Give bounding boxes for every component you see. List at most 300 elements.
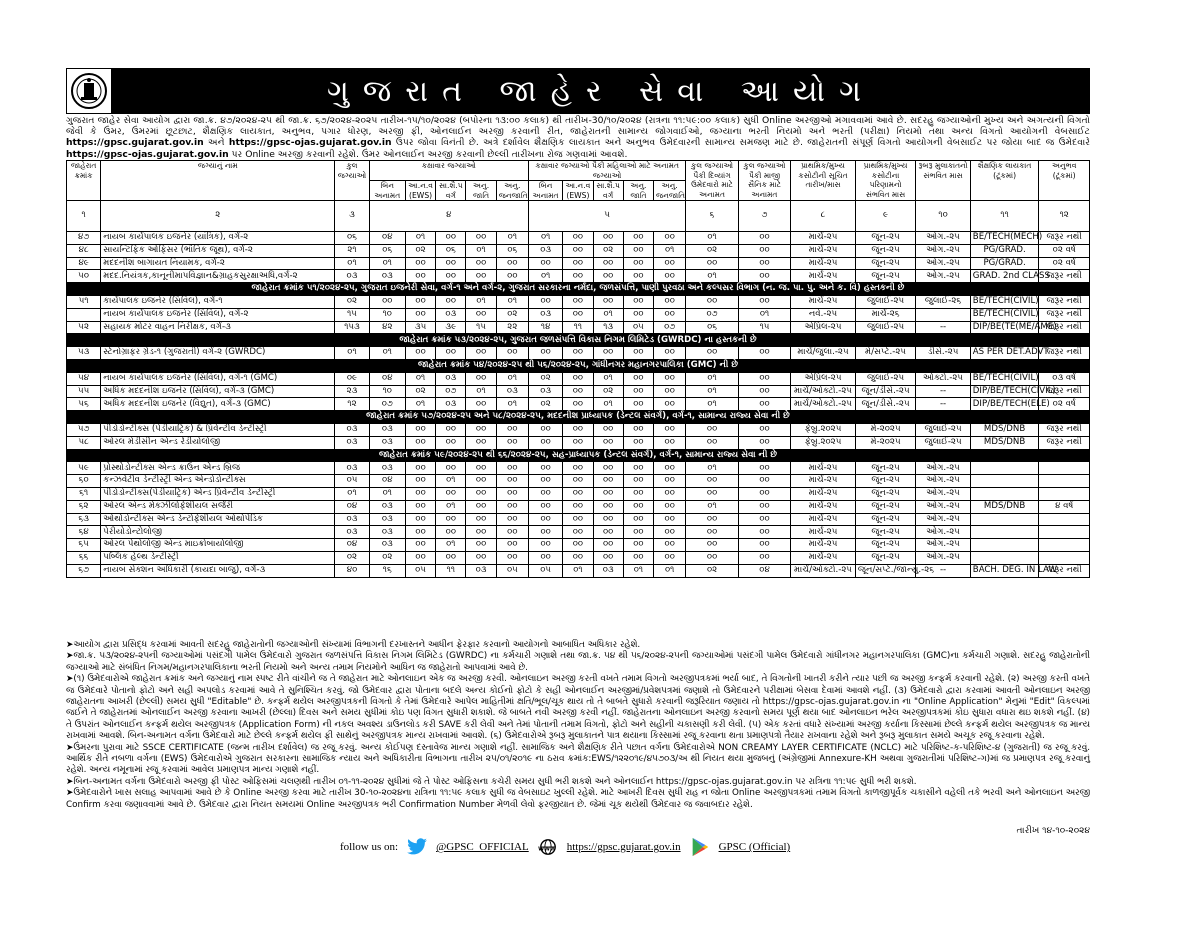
- value-cell: જૂન-૨૫: [855, 257, 916, 270]
- value-cell: ૦૦: [496, 436, 528, 449]
- value-cell: ૦૬: [369, 244, 405, 257]
- value-cell: ૦૦: [496, 270, 528, 283]
- value-cell: ૧૬: [369, 564, 405, 577]
- col-disabled: કુલ જગ્યાઓ પૈકી દિવ્યાંગ ઉમેદવારો માટે અનામત: [686, 161, 738, 201]
- value-cell: ૦૦: [593, 436, 623, 449]
- gpsc-emblem-icon: [66, 68, 112, 114]
- value-cell: ૦૦: [436, 551, 466, 564]
- value-cell: ૦૧: [686, 398, 738, 411]
- value-cell: ૦૦: [466, 475, 496, 488]
- post-name-cell: પીડોડોન્ટીક્સ(પેડીયાટ્રિક) એન્ડ પ્રિવેન્ટીવ ડેન્ટીસ્ટ્રી: [101, 487, 335, 500]
- col-num: ૧૧: [970, 201, 1039, 232]
- table-row: [67, 347, 1090, 360]
- advt-number-cell: ૫૭: [67, 423, 101, 436]
- value-cell: જૂન-૨૫: [855, 539, 916, 552]
- value-cell: [1039, 487, 1090, 500]
- value-cell: જૂન-૨૫: [855, 487, 916, 500]
- value-cell: ૦૦: [738, 462, 790, 475]
- value-cell: ૦૦: [654, 551, 686, 564]
- value-cell: ૨૩: [335, 385, 369, 398]
- value-cell: ૦૦: [654, 257, 686, 270]
- post-name-cell: મદદનીશ બાગાયત નિયામક, વર્ગ-૨: [101, 257, 335, 270]
- value-cell: ૦૩ વર્ષ: [1039, 372, 1090, 385]
- value-cell: ૦૦: [563, 500, 593, 513]
- advt-number-cell: ૫૬: [67, 398, 101, 411]
- value-cell: ૦૧: [335, 347, 369, 360]
- post-name-cell: અધિક મદદનીશ ઇજનેર (સિવિલ), વર્ગ-૩ (GMC): [101, 385, 335, 398]
- value-cell: ૧૩: [593, 321, 623, 334]
- value-cell: ૦૦: [466, 487, 496, 500]
- table-header-row: [67, 161, 1090, 181]
- value-cell: ૦૧: [496, 232, 528, 245]
- value-cell: ઓગ.-૨૫: [916, 526, 970, 539]
- value-cell: ૦૦: [623, 347, 653, 360]
- value-cell: ૦૩: [335, 270, 369, 283]
- value-cell: ૦૨: [405, 385, 435, 398]
- value-cell: ૦૦: [436, 295, 466, 308]
- value-cell: ૦૦: [686, 487, 738, 500]
- table-row: [67, 462, 1090, 475]
- value-cell: ૦૦: [529, 513, 563, 526]
- post-name-cell: નાયબ કાર્યપાલક ઇજનેર (યાંત્રિક), વર્ગ-૨: [101, 232, 335, 245]
- advt-band-row: [67, 449, 1090, 462]
- value-cell: [1039, 513, 1090, 526]
- value-cell: ૦૦: [436, 270, 466, 283]
- value-cell: જુલાઈ-૨૬: [916, 295, 970, 308]
- value-cell: ૦૪: [369, 475, 405, 488]
- value-cell: ૦૦: [563, 308, 593, 321]
- website-link[interactable]: https://gpsc.gujarat.gov.in: [566, 841, 681, 853]
- value-cell: ૦૦: [466, 232, 496, 245]
- advt-number-cell: ૫૦: [67, 270, 101, 283]
- value-cell: ૦૧: [496, 295, 528, 308]
- value-cell: ૦૦: [654, 308, 686, 321]
- value-cell: BE/TECH(CIVIL): [970, 295, 1039, 308]
- value-cell: ૦૦: [686, 295, 738, 308]
- post-name-cell: પ્રોસ્થોડોન્ટીક્સ એન્ડ ક્રાઉન એન્ડ બ્રિજ: [101, 462, 335, 475]
- value-cell: ૧૦: [369, 308, 405, 321]
- ojas-apply-link[interactable]: https://gpsc-ojas.gujarat.gov.in: [66, 148, 229, 160]
- value-cell: ૦૦: [654, 232, 686, 245]
- advt-number-cell: ૬૪: [67, 526, 101, 539]
- value-cell: માર્ચ-૨૫: [791, 526, 856, 539]
- post-name-cell: સાયન્ટિફિક ઓફિસર (ભૌતિક જૂથ), વર્ગ-૨: [101, 244, 335, 257]
- value-cell: ૦૦: [405, 347, 435, 360]
- value-cell: ૦૦: [466, 539, 496, 552]
- post-name-cell: કાર્યપાલક ઇજનેર (સિવિલ), વર્ગ-૧: [101, 295, 335, 308]
- value-cell: ૦૩: [369, 423, 405, 436]
- value-cell: ૦૦: [686, 257, 738, 270]
- twitter-handle[interactable]: @GPSC_OFFICIAL: [436, 841, 529, 853]
- value-cell: DIP/BE(TE(ME/AME): [970, 321, 1039, 334]
- value-cell: ૦૩: [436, 372, 466, 385]
- value-cell: ૦૦: [529, 295, 563, 308]
- value-cell: ૦૧: [369, 347, 405, 360]
- value-cell: માર્ચ-૨૬: [855, 308, 916, 321]
- value-cell: [970, 526, 1039, 539]
- value-cell: ૦૦: [738, 257, 790, 270]
- value-cell: જરૂર નથી: [1039, 270, 1090, 283]
- value-cell: ૦૦: [405, 539, 435, 552]
- intro-line-2: ઉપર જોવા વિનંતી છે. અત્રે દર્શાવેલ શૈક્ષણિક લાયકાત અને અનુભવ ઉમેદવારની સામાન્ય સમજણ માટે છે. જાહેરાતની સંપૂર્ણ વિગતો આયોગની વેબસાઈટ પર જોયા બાદ જ ઉમેદવારે: [395, 137, 1091, 149]
- value-cell: ૦૨: [529, 372, 563, 385]
- advt-number-cell: ૪૮: [67, 244, 101, 257]
- table-row: [67, 270, 1090, 283]
- value-cell: માર્ચ-૨૫: [791, 500, 856, 513]
- value-cell: ૦૦: [738, 551, 790, 564]
- sub-ur-1: બિન અનામત: [369, 181, 405, 201]
- value-cell: [1039, 462, 1090, 475]
- value-cell: ૧૦: [369, 385, 405, 398]
- value-cell: જૂન/ડીસે.-૨૫: [855, 398, 916, 411]
- value-cell: ૦૦: [593, 526, 623, 539]
- value-cell: જૂન-૨૫: [855, 270, 916, 283]
- sub-sc-2: અનુ. જાતિ: [623, 181, 653, 201]
- value-cell: ૦૦: [654, 513, 686, 526]
- value-cell: ૦૦: [686, 347, 738, 360]
- value-cell: ૦૦: [529, 526, 563, 539]
- value-cell: ૦૦: [686, 539, 738, 552]
- value-cell: BE/TECH(MECH): [970, 232, 1039, 245]
- value-cell: ૦૧: [593, 308, 623, 321]
- post-name-cell: પેરીયોડોન્ટોલોજી: [101, 526, 335, 539]
- value-cell: ૦૧: [466, 385, 496, 398]
- value-cell: જૂન/ડીસે.-૨૫: [855, 385, 916, 398]
- value-cell: ૦૦: [563, 423, 593, 436]
- gpsc-website-link[interactable]: https://gpsc.gujarat.gov.in: [66, 137, 204, 149]
- value-cell: ૦૦: [738, 385, 790, 398]
- advt-band-row: [67, 359, 1090, 372]
- value-cell: ૦૩: [593, 564, 623, 577]
- value-cell: ઓગ.-૨૫: [916, 513, 970, 526]
- value-cell: ઓગ.-૨૫: [916, 462, 970, 475]
- value-cell: ૦૨ વર્ષ: [1039, 244, 1090, 257]
- post-name-cell: પીડોડોન્ટીક્સ (પેડીયાટ્રિક) & પ્રિવેન્ટીવ ડેન્ટીસ્ટ્રી: [101, 423, 335, 436]
- value-cell: PG/GRAD.: [970, 257, 1039, 270]
- value-cell: ૦૦: [593, 462, 623, 475]
- col-num: ૪: [369, 201, 528, 232]
- value-cell: ડીસે.-૨૫: [916, 347, 970, 360]
- value-cell: માર્ચ/જુલા.-૨૫: [791, 347, 856, 360]
- value-cell: ૦૦: [654, 475, 686, 488]
- value-cell: ૦૦: [563, 398, 593, 411]
- post-name-cell: કન્ઝર્વેટીવ ડેન્ટીસ્ટ્રી એન્ડ એન્ડોડોન્ટીક્સ: [101, 475, 335, 488]
- value-cell: ૦૩: [529, 308, 563, 321]
- value-cell: ૦૧: [654, 564, 686, 577]
- value-cell: ૦૦: [738, 487, 790, 500]
- table-row: [67, 500, 1090, 513]
- col-num: ૫: [529, 201, 686, 232]
- col-num: ૧૨: [1039, 201, 1090, 232]
- value-cell: [970, 487, 1039, 500]
- value-cell: ૦૧: [335, 487, 369, 500]
- value-cell: ૦૧: [654, 244, 686, 257]
- table-row: [67, 372, 1090, 385]
- value-cell: જુલાઈ-૨૫: [916, 423, 970, 436]
- table-row: [67, 398, 1090, 411]
- value-cell: ૦૬: [686, 321, 738, 334]
- table-row: [67, 564, 1090, 577]
- value-cell: ૦૪: [369, 232, 405, 245]
- col-exsm: કુલ જગ્યાઓ પૈકી માજી સૈનિક માટે અનામત: [738, 161, 790, 201]
- value-cell: ૦૨: [496, 308, 528, 321]
- value-cell: ૦૩: [369, 436, 405, 449]
- table-body: [67, 232, 1090, 578]
- intro-line-1: ગુજરાત જાહેર સેવા આયોગ દ્વારા જા.ક્ર. ૪૭/૨૦૨૪-૨૫ થી જા.ક્ર. ૬૭/૨૦૨૪-૨૦૨૫ તારીખ-૧૫/૧૦/૨૦૨૪ (બપોરના ૧૩:૦૦ કલાક) થી તારીખ-30/૧૦/૨૦૨૪ (રાત્રના ૧૧:૫૯:૦૦ કલાક) સુધી Online અરજીઓ મગાવવામાં આવે છે. સદરહુ જગ્યાઓની મુખ્ય અને અગત્યની વિગતો જેવી કે ઉંમર, ઉંમરમાં છૂટછાટ, શૈક્ષણિક લાયકાત, અનુભવ, પગાર ધોરણ, અરજી ફી, ઓનલાઈન અરજી કરવાની રીત, જાહેરાતની સામાન્ય જોગવાઈઓ, જગ્યાના ભરતી નિયમો અને ભરતી (પરીક્ષા) નિયમો તથા અન્ય વિગતો આયોગની વેબસાઈટ: [66, 115, 1090, 138]
- value-cell: ફેબ્રુ.૨૦૨૫: [791, 423, 856, 436]
- value-cell: ૦૦: [405, 487, 435, 500]
- header: [66, 68, 1090, 114]
- value-cell: ૦૦: [738, 436, 790, 449]
- value-cell: જૂન-૨૫: [855, 232, 916, 245]
- value-cell: ૦૧: [686, 270, 738, 283]
- sub-sebc-2: સા.શૈ.પ વર્ગ: [593, 181, 623, 201]
- value-cell: જરૂર નથી: [1039, 385, 1090, 398]
- value-cell: ૦૦: [405, 257, 435, 270]
- value-cell: માર્ચ-૨૫: [791, 257, 856, 270]
- value-cell: ઓગ.-૨૫: [916, 232, 970, 245]
- table-row: [67, 321, 1090, 334]
- post-name-cell: નાયબ કાર્યપાલક ઇજનેર (સિવિલ), વર્ગ-૨: [101, 308, 335, 321]
- value-cell: ૦૫: [405, 564, 435, 577]
- value-cell: ૦૦: [436, 436, 466, 449]
- value-cell: ૦૦: [529, 500, 563, 513]
- value-cell: ૦૦: [466, 500, 496, 513]
- value-cell: ૦૦: [466, 270, 496, 283]
- intro-paragraph: [66, 115, 1090, 160]
- value-cell: PG/GRAD.: [970, 244, 1039, 257]
- col-experience: અનુભવ (ટૂંકમાં): [1039, 161, 1090, 201]
- value-cell: ૦૦: [529, 475, 563, 488]
- value-cell: ૦૧: [405, 232, 435, 245]
- advt-band-row: [67, 411, 1090, 424]
- value-cell: ૦૩: [436, 398, 466, 411]
- value-cell: માર્ચ-૨૫: [791, 551, 856, 564]
- value-cell: ૦૦: [369, 295, 405, 308]
- value-cell: ૦૩: [529, 244, 563, 257]
- value-cell: ૦૧: [405, 372, 435, 385]
- ojas-website-link[interactable]: https://gpsc-ojas.gujarat.gov.in: [228, 137, 392, 149]
- value-cell: ૦૧: [335, 257, 369, 270]
- value-cell: ૪ વર્ષ: [1039, 500, 1090, 513]
- google-play-icon[interactable]: [689, 836, 711, 858]
- value-cell: ૦૦: [623, 436, 653, 449]
- value-cell: ૦૬: [496, 244, 528, 257]
- value-cell: ૦૦: [436, 513, 466, 526]
- advt-number-cell: ૬૩: [67, 513, 101, 526]
- value-cell: ૦૧: [686, 462, 738, 475]
- value-cell: ૦૫: [335, 475, 369, 488]
- value-cell: ૦૦: [405, 423, 435, 436]
- value-cell: ૨૧: [335, 244, 369, 257]
- value-cell: ૦૦: [496, 462, 528, 475]
- value-cell: ૦૩: [335, 513, 369, 526]
- value-cell: --: [916, 385, 970, 398]
- value-cell: માર્ચ-૨૫: [791, 475, 856, 488]
- col-num: ૯: [855, 201, 916, 232]
- value-cell: ૧૫: [738, 321, 790, 334]
- value-cell: ૦૦: [738, 539, 790, 552]
- value-cell: ૦૩: [496, 385, 528, 398]
- note-item: ➤બિન-અનામત વર્ગના ઉમેદવારો અરજી ફી પોસ્ટ ઓફિસમાં ચલણથી તારીખ ૦૧-૧૧-૨૦૨૪ સુધીમાં જે તે પોસ્ટ ઓફિસના કચેરી સમય સુધી ભરી શકશે અને ઓનલાઈન https://gpsc-ojas.gujarat.gov.in પર રાત્રિના ૧૧:૫૯ સુધી ભરી શકશે.: [66, 776, 917, 787]
- col-prelim: પ્રાથમિક/મુખ્ય કસોટીની સૂચિત તારીખ/માસ: [791, 161, 856, 201]
- value-cell: ૦૦: [529, 462, 563, 475]
- value-cell: ૦૧: [466, 244, 496, 257]
- value-cell: ૦૨: [335, 295, 369, 308]
- value-cell: ૦૦: [593, 270, 623, 283]
- value-cell: ૦૦: [466, 423, 496, 436]
- value-cell: ૦૦: [405, 526, 435, 539]
- table-row: [67, 232, 1090, 245]
- col-women: કક્ષાવાર જગ્યાઓ પૈકી મહિલાઓ માટે અનામત જગ્યાઓ: [529, 161, 686, 181]
- play-store-link[interactable]: GPSC (Official): [718, 841, 791, 853]
- advt-number-cell: ૫૨: [67, 321, 101, 334]
- value-cell: ૦૦: [654, 372, 686, 385]
- value-cell: ૦૦: [623, 526, 653, 539]
- value-cell: જુલાઈ-૨૫: [855, 295, 916, 308]
- note-item: ➤જા.ક્ર. ૫૩/૨૦૨૪-૨૫ની જગ્યાઓમાં પસંદગી પામેલ ઉમેદવારો ગુજરાત જળસંપત્તિ વિકાસ નિગમ લિમિટેડ (GWRDC) ના કર્મચારી ગણાશે તથા જા.ક્ર. ૫૪ થી ૫૬/૨૦૨૪-૨૫ની જગ્યાઓમાં પસંદગી પામેલ ઉમેદવારો ગાંધીનગર મહાનગરપાલિકા (GMC)ના કર્મચારી ગણાશે. સદરહુ જાહેરાતોની જગ્યાઓ માટે સંબંધિત નિગમ/મહાનગરપાલિકાના ભરતી નિયમો અને અન્ય તમામ નિયમોને આધિન જ જાહેરાતો આપવામાં આવે છે.: [66, 651, 1090, 673]
- value-cell: માર્ચ/ઓક્ટો.-૨૫: [791, 398, 856, 411]
- value-cell: [970, 513, 1039, 526]
- advt-number-cell: ૬૫: [67, 539, 101, 552]
- value-cell: ૦૦: [496, 513, 528, 526]
- value-cell: ૦૫: [496, 564, 528, 577]
- value-cell: DIP/BE/TECH(ELE): [970, 398, 1039, 411]
- value-cell: ૦૩: [369, 500, 405, 513]
- value-cell: ૦૦: [654, 526, 686, 539]
- value-cell: ૧૫: [466, 321, 496, 334]
- value-cell: ૦૦: [654, 436, 686, 449]
- vacancy-table: [66, 160, 1090, 578]
- advt-number-cell: ૬૬: [67, 551, 101, 564]
- value-cell: માર્ચ-૨૫: [791, 513, 856, 526]
- value-cell: ૦૧: [686, 500, 738, 513]
- value-cell: ૦૧: [369, 487, 405, 500]
- intro-and: અને: [208, 137, 225, 149]
- value-cell: ૦૦: [623, 551, 653, 564]
- table-row: [67, 295, 1090, 308]
- web-globe-icon[interactable]: [537, 838, 559, 856]
- value-cell: DIP/BE/TECH(CIVIL): [970, 385, 1039, 398]
- advt-number-cell: ૫૮: [67, 436, 101, 449]
- col-num: ૬: [686, 201, 738, 232]
- value-cell: ૦૦: [529, 423, 563, 436]
- value-cell: ૦૦: [563, 372, 593, 385]
- value-cell: ઓગ.-૨૫: [916, 551, 970, 564]
- value-cell: ૦૦: [563, 551, 593, 564]
- col-num: ૧: [67, 201, 101, 232]
- value-cell: એપ્રિલ-૨૫: [791, 321, 856, 334]
- value-cell: જૂન-૨૫: [855, 475, 916, 488]
- value-cell: ૦૧: [593, 398, 623, 411]
- value-cell: ૦૦: [496, 257, 528, 270]
- value-cell: ૦૦: [623, 385, 653, 398]
- value-cell: ૦૦: [563, 462, 593, 475]
- advt-number-cell: ૪૯: [67, 257, 101, 270]
- value-cell: ૦૧: [686, 385, 738, 398]
- col-name: જગ્યાનું નામ: [101, 161, 335, 201]
- value-cell: ૦૧: [686, 232, 738, 245]
- value-cell: ૦૦: [436, 257, 466, 270]
- value-cell: ૦૯: [335, 372, 369, 385]
- value-cell: ૦૨: [686, 244, 738, 257]
- value-cell: ૦૦: [654, 500, 686, 513]
- col-interview: રૂબરૂ મુલાકાતનો સંભવિત માસ: [916, 161, 970, 201]
- value-cell: ૦૧: [738, 308, 790, 321]
- value-cell: ૦૦: [593, 487, 623, 500]
- twitter-icon[interactable]: [406, 838, 428, 856]
- value-cell: ૦૦: [738, 270, 790, 283]
- value-cell: ૦૦: [686, 475, 738, 488]
- value-cell: જુલાઈ-૨૫: [855, 372, 916, 385]
- value-cell: ૨૨: [496, 321, 528, 334]
- value-cell: ૦૨ વર્ષ: [1039, 257, 1090, 270]
- value-cell: ૦૦: [623, 423, 653, 436]
- value-cell: ૦૨: [593, 385, 623, 398]
- value-cell: ૦૦: [654, 347, 686, 360]
- value-cell: ૦૦: [436, 462, 466, 475]
- value-cell: ૦૦: [529, 487, 563, 500]
- col-num: ૩: [335, 201, 369, 232]
- value-cell: ૦૨: [686, 564, 738, 577]
- value-cell: ૦૦: [738, 398, 790, 411]
- value-cell: ૪૦: [335, 564, 369, 577]
- value-cell: ૦૦: [496, 551, 528, 564]
- sub-ur-2: બિન અનામત: [529, 181, 563, 201]
- value-cell: ૦૦: [593, 232, 623, 245]
- sub-st-2: અનુ. જનજાતિ: [654, 181, 686, 201]
- value-cell: ૦૦: [563, 539, 593, 552]
- value-cell: ૦૦: [738, 372, 790, 385]
- value-cell: માર્ચ-૨૫: [791, 295, 856, 308]
- value-cell: ૦૦: [738, 526, 790, 539]
- value-cell: ૦૫: [623, 321, 653, 334]
- value-cell: ૦૨: [335, 551, 369, 564]
- value-cell: ૦૦: [496, 500, 528, 513]
- post-name-cell: સહાયક મોટર વાહન નિરીક્ષક, વર્ગ-૩: [101, 321, 335, 334]
- intro-line-3: પર Online અરજી કરવાની રહેશે. ઉંમર ઓનલાઈન અરજી કરવાની છેલ્લી તારીખના રોજ ગણવામાં આવશે.: [231, 148, 628, 160]
- value-cell: ૦૩: [466, 564, 496, 577]
- value-cell: ૦૦: [686, 526, 738, 539]
- value-cell: ૦૧: [496, 398, 528, 411]
- sub-st-1: અનુ. જનજાતિ: [496, 181, 528, 201]
- value-cell: ૦૬: [335, 232, 369, 245]
- vacancy-table-wrap: [66, 160, 1090, 640]
- value-cell: જરૂર નથી: [1039, 295, 1090, 308]
- value-cell: ૦૦: [654, 539, 686, 552]
- value-cell: ૧૫૩: [335, 321, 369, 334]
- value-cell: ૦૪: [738, 564, 790, 577]
- value-cell: ૦૭: [686, 308, 738, 321]
- value-cell: ૦૦: [563, 385, 593, 398]
- value-cell: ઓગ.-૨૫: [916, 500, 970, 513]
- value-cell: BACH. DEG. IN LAW: [970, 564, 1039, 577]
- value-cell: જરૂર નથી: [1039, 423, 1090, 436]
- col-result: પ્રાથમિક/મુખ્ય કસોટીના પરિણામનો સંભવિત માસ: [855, 161, 916, 201]
- value-cell: ૦૦: [623, 244, 653, 257]
- post-name-cell: ઓરલ એન્ડ મેક્ઝીલોફેશીયલ સર્જરી: [101, 500, 335, 513]
- value-cell: ૦૦: [623, 462, 653, 475]
- value-cell: --: [916, 564, 970, 577]
- col-category: કક્ષાવાર જગ્યાઓ: [369, 161, 528, 181]
- value-cell: ૦૧: [405, 398, 435, 411]
- value-cell: ૦૩: [369, 513, 405, 526]
- value-cell: ૦૨: [529, 398, 563, 411]
- value-cell: ૦૧: [623, 564, 653, 577]
- value-cell: જરૂર નથી: [1039, 321, 1090, 334]
- value-cell: ઓગ.-૨૫: [916, 270, 970, 283]
- table-row: [67, 244, 1090, 257]
